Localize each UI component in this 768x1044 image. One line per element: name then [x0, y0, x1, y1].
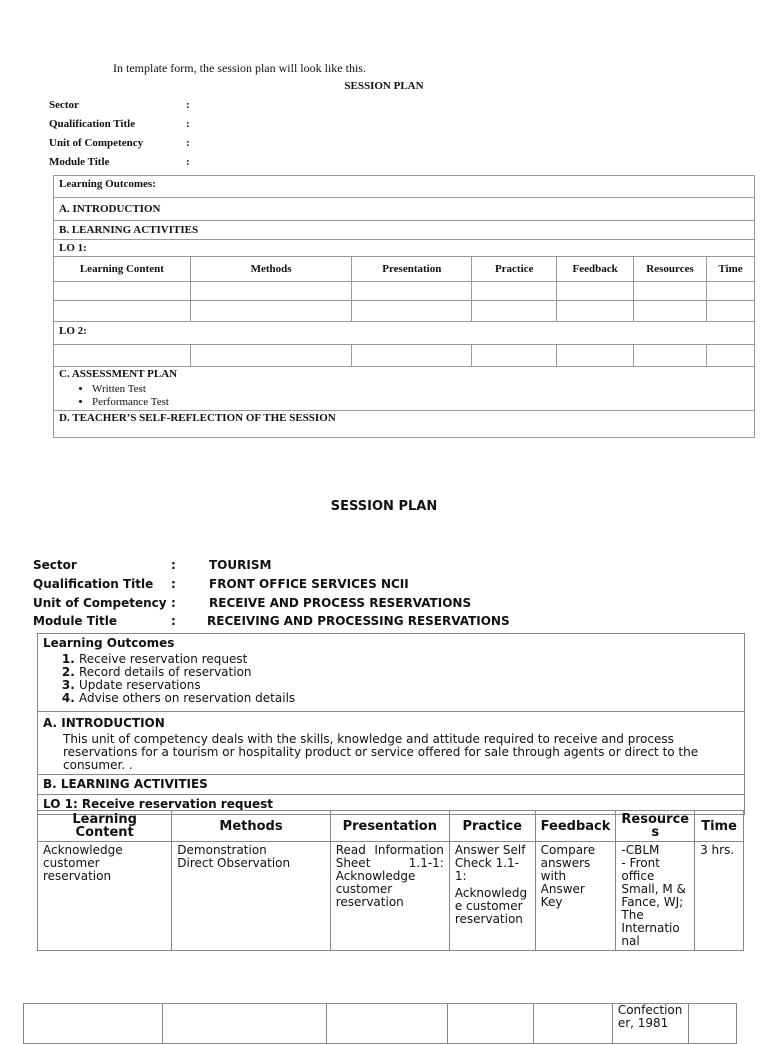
tpl-learning-activities: B. LEARNING ACTIVITIES [54, 221, 755, 240]
tpl-assessment-item: • Performance Test [92, 396, 749, 409]
resource-item: - Front office [621, 856, 660, 883]
plan-learning-outcome: 3. Update reservations [79, 679, 739, 692]
tpl-assessment-plan: C. ASSESSMENT PLAN [59, 368, 178, 380]
tpl-col-resources: Resources [634, 257, 707, 282]
template-title: SESSION PLAN [344, 80, 424, 92]
practice-line: Acknowledg e customer reservation [454, 886, 528, 926]
cell-feedback: Compare answers with Answer Key [535, 842, 616, 951]
plan-lo1: LO 1: Receive reservation request [38, 795, 745, 815]
plan-learning-outcomes-list [43, 653, 739, 705]
plan-learning-outcome: 2. Record details of reservation [79, 666, 739, 679]
tpl-qualification-label: Qualification Title [49, 118, 136, 130]
col-presentation: Presentation [330, 811, 449, 842]
intro-text: In template form, the session plan will look like this. [113, 61, 366, 75]
tpl-colon: : [186, 118, 190, 130]
tpl-col-time: Time [707, 257, 755, 282]
cell-resources-continued: Confection er, 1981 [612, 1004, 688, 1044]
plan-colon: : [171, 558, 176, 572]
cell-resources [616, 842, 695, 951]
cell-learning-content: Acknowledge customer reservation [38, 842, 172, 951]
col-practice: Practice [449, 811, 535, 842]
tpl-self-reflection: D. TEACHER’S SELF-REFLECTION OF THE SESSION [54, 411, 755, 438]
plan-sector-value: TOURISM [209, 558, 272, 572]
tpl-colon: : [186, 99, 190, 111]
tpl-lo2: LO 2: [54, 322, 755, 345]
plan-unit-label: Unit of Competency [33, 596, 167, 610]
tpl-learning-outcomes: Learning Outcomes: [54, 176, 755, 198]
plan-module-label: Module Title [33, 614, 118, 628]
tpl-colon: : [186, 137, 190, 149]
tpl-empty-row [54, 345, 755, 367]
plan-qualification-value: FRONT OFFICE SERVICES NCII [209, 577, 409, 591]
tpl-col-learning-content: Learning Content [54, 257, 191, 282]
col-learning-content: Learning Content [38, 811, 172, 842]
plan-introduction-label: A. INTRODUCTION [43, 716, 165, 730]
col-feedback: Feedback [535, 811, 616, 842]
plan-sector-label: Sector [33, 558, 77, 572]
table-row [38, 842, 744, 951]
tpl-col-feedback: Feedback [557, 257, 634, 282]
plan-unit-value: RECEIVE AND PROCESS RESERVATIONS [209, 596, 472, 610]
cell-time: 3 hrs. [695, 842, 744, 951]
tpl-col-methods: Methods [190, 257, 352, 282]
col-time: Time [695, 811, 744, 842]
resource-item: The Internatio nal [621, 908, 680, 948]
cell-practice [449, 842, 535, 951]
tpl-unit-label: Unit of Competency [49, 137, 144, 149]
tpl-colon: : [186, 156, 190, 168]
plan-colon: : [171, 614, 176, 628]
plan-colon: : [171, 596, 176, 610]
plan-introduction-text: This unit of competency deals with the skills, knowledge and attitude required to receive and process reservations for a tourism or hospitality product or service offered for sale through agents or direct to the consumer. . [63, 732, 699, 772]
plan-learning-activities: B. LEARNING ACTIVITIES [38, 775, 745, 795]
tpl-assessment-list [59, 383, 749, 409]
practice-line: Answer Self Check 1.1-1: [454, 843, 526, 883]
cell-methods [172, 842, 330, 951]
plan-colon: : [171, 577, 176, 591]
template-table [53, 175, 755, 438]
resource-item: -CBLM [621, 843, 660, 857]
tpl-sector-label: Sector [49, 99, 79, 111]
col-resources: Resource s [616, 811, 695, 842]
plan-learning-outcome: 4. Advise others on reservation details [79, 692, 739, 705]
plan-module-value: RECEIVING AND PROCESSING RESERVATIONS [207, 614, 510, 628]
tpl-assessment-item: • Written Test [92, 383, 749, 396]
col-methods: Methods [172, 811, 330, 842]
plan-title: SESSION PLAN [330, 499, 438, 514]
tpl-empty-row [54, 282, 755, 301]
tpl-lo1: LO 1: [54, 240, 755, 257]
plan-qualification-label: Qualification Title [33, 577, 154, 591]
tpl-col-practice: Practice [472, 257, 557, 282]
cell-presentation: Read Information Sheet 1.1-1: Acknowledge customer reservation [330, 842, 449, 951]
method-item: Direct Observation [177, 856, 291, 870]
lo1-activity-table [37, 810, 744, 951]
method-item: Demonstration [177, 843, 267, 857]
plan-learning-outcome: 1. Receive reservation request [79, 653, 739, 666]
tpl-col-presentation: Presentation [352, 257, 472, 282]
plan-table [37, 633, 745, 815]
plan-learning-outcomes-label: Learning Outcomes [43, 636, 175, 650]
tpl-module-label: Module Title [49, 156, 110, 168]
resource-item: Small, M & Fance, WJ; [621, 882, 686, 909]
tpl-introduction: A. INTRODUCTION [54, 198, 755, 221]
tpl-empty-row [54, 301, 755, 322]
